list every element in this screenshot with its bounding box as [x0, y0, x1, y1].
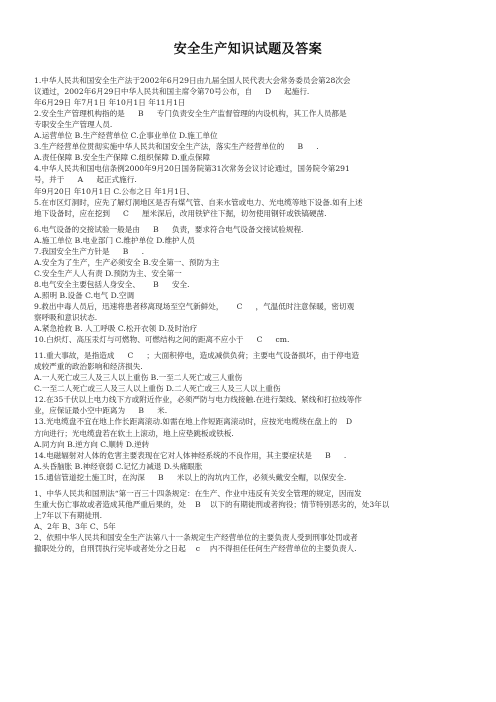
line-text-after: .: [141, 246, 145, 256]
line-text: 14.电磁辐射对人体的危害主要表现在它对人体神经系统的不良作用，其主要症状是: [34, 450, 312, 460]
line-text: 业，应保证最小空中距离为: [34, 406, 126, 416]
text-line: [34, 197, 462, 208]
text-line: [34, 279, 462, 290]
line-text: 1、中华人民共和国刑法“第一百三十四条规定：在生产、作业中违反有关安全管理的规定，因而发: [34, 488, 362, 498]
text-line: [34, 405, 462, 416]
line-text: A.安全为了生产，生产必须安全 B.安全第一、预防为主: [34, 257, 220, 267]
text-line: [34, 174, 462, 185]
text-line: [34, 383, 462, 394]
text-line: [34, 141, 462, 152]
answer-blank: A: [64, 174, 96, 185]
document-title: 安全生产知识试题及答案: [173, 42, 323, 57]
text-line: [34, 86, 462, 97]
text-line: [34, 416, 462, 427]
text-line: [34, 75, 462, 86]
line-text: 4.中华人民共和国电信条例2000年9月20日国务院第31次常务会议讨论通过，国务院令第291: [34, 164, 350, 174]
answer-blank: C: [244, 334, 276, 345]
line-text: 10.白炽灯、高压汞灯与可燃物、可燃结构之间的距离不应小于: [34, 335, 244, 345]
line-text-after: ，气温低时注意保暖，密切观: [255, 301, 355, 311]
answer-blank: B: [145, 472, 177, 483]
line-text: 2、依照中华人民共和国安全生产法第八十一条规定生产经营单位的主要负责人受到刑事处罚或者: [34, 532, 358, 542]
text-line: [34, 224, 462, 235]
text-line: [34, 108, 462, 119]
line-text: 地下设备时，应在挖到: [34, 208, 110, 218]
line-text: A.头昏脑胀 B.神经衰弱 C.记忆力减退 D.头痛眼胀: [34, 461, 203, 471]
answer-blank: c: [186, 543, 210, 554]
answer-blank: B: [125, 405, 157, 416]
line-text-after: ；大面积停电，造成减供负荷；主要电气设备损坏，由于停电造: [146, 351, 360, 361]
line-text-after: 起正式施行.: [96, 175, 137, 185]
line-text: 1.中华人民共和国安全生产法于2002年6月29日由九届全国人民代表大会常务委员会第28次会: [34, 76, 351, 86]
line-text: 9.救出中毒人员后，迅速将患者移离现场至空气新鲜处，: [34, 301, 224, 311]
line-text: 方向进行；光电缆盘若在软土上滚动，地上应垫跳板或铁板.: [34, 428, 234, 438]
line-text: 议通过，2002年6月29日中华人民共和国主席令第70号公布，自: [34, 87, 253, 97]
line-text-after: cm.: [275, 335, 290, 345]
text-line: [34, 130, 462, 141]
line-text: A、2年 B、3年 C、5年: [34, 521, 116, 531]
text-line: [34, 472, 462, 483]
line-text-after: 起施行.: [284, 87, 310, 97]
text-line: [34, 208, 462, 219]
text-line: [34, 361, 462, 372]
text-line: [34, 499, 462, 510]
line-text: 上7年以下有期徒刑.: [34, 510, 102, 520]
text-line: [34, 64, 462, 75]
text-line: [34, 439, 462, 450]
line-text-after: .: [316, 142, 319, 152]
line-text-after: 米以上的沟坑内工作，必须头戴安全帽，以保安全.: [176, 472, 347, 482]
line-text-after: 厘米深后，改用铁铲往下掘，切勿使用钢钎或铁镐硬凿.: [141, 208, 327, 218]
answer-blank: C: [110, 208, 142, 219]
text-line: [34, 97, 462, 108]
line-text: 察呼吸和意识状态.: [34, 313, 98, 323]
text-line: [34, 290, 462, 301]
answer-blank: B: [312, 450, 344, 461]
text-line: [34, 163, 462, 174]
text-line: [34, 246, 462, 257]
text-line: [34, 350, 462, 361]
answer-blank: B: [110, 246, 142, 257]
line-text-after: 负责，要求符合电气设备交接试验规程.: [171, 224, 304, 234]
text-line: [34, 488, 462, 499]
answer-blank: B: [284, 141, 316, 152]
text-line: [34, 268, 462, 279]
line-text-after: 内不得担任任何生产经营单位的主要负责人.: [209, 543, 357, 553]
text-line: [34, 450, 462, 461]
text-line: [34, 257, 462, 268]
text-line: [34, 312, 462, 323]
line-text: A.紧急抢救 B. 人工呼吸 C.松开衣领 D.及时治疗: [34, 324, 198, 334]
text-line: [34, 323, 462, 334]
line-text: 13.光电缆盘不宜在地上作长距离滚动.如需在地上作短距离滚动时，应按光电缆绕在盘上的: [34, 417, 338, 427]
line-text: 生重大伤亡事故或者造成其他严重后果的，处: [34, 499, 186, 509]
answer-blank: D: [252, 86, 284, 97]
answer-blank: C: [114, 350, 146, 361]
answer-blank: B: [125, 108, 157, 119]
answer-blank: D: [337, 416, 361, 427]
line-text: A.一人死亡或三人及三人以上重伤 B.一至二人死亡或三人重伤: [34, 373, 243, 383]
answer-blank: B: [186, 499, 210, 510]
text-line: [34, 152, 462, 163]
line-text-after: 专门负责安全生产监督管理的内设机构，其工作人员都是: [156, 109, 347, 119]
line-text: A.同方向 B.逆方向 C.顺转 D.逆转: [34, 439, 150, 449]
text-line: [34, 301, 462, 312]
line-text-after: 安全.: [171, 279, 190, 289]
line-text: 专职安全生产管理人员.: [34, 120, 113, 130]
text-line: [34, 510, 462, 521]
text-line: [34, 532, 462, 543]
text-line: [34, 119, 462, 130]
line-text: 7.我国安全生产方针是: [34, 246, 110, 256]
line-text: A.责任保障 B.安全生产保障 C.组织保障 D.重点保障: [34, 153, 211, 163]
text-line: [34, 428, 462, 439]
line-text: A.运营单位 B.生产经营单位 C.企事业单位 D.施工单位: [34, 131, 218, 141]
line-text: 11.重大事故，是指造成: [34, 351, 115, 361]
text-line: [34, 235, 462, 246]
text-line: [34, 394, 462, 405]
line-text: C.一至二人死亡或三人及三人以上重伤 D.二人死亡或三人及三人以上重伤: [34, 384, 281, 394]
answer-blank: B: [140, 224, 172, 235]
line-text: 年6月29日 年7月1日 年10月1日 年11月1日: [34, 98, 186, 108]
line-text: C.安全生产人人有责 D.预防为主、安全第一: [34, 268, 182, 278]
line-text: 3.生产经营单位贯彻实施中华人民共和国安全生产法，落实生产经营单位的: [34, 142, 285, 152]
text-line: [34, 543, 462, 554]
line-text: 12.在35千伏以上电力线下方或附近作业，必须严防与电力线接触.在进行架线、紧线和打拉线等作: [34, 395, 362, 405]
line-text: A.施工单位 B.电业部门 C.维护单位 D.维护人员: [34, 235, 195, 245]
line-text-after: 米.: [157, 406, 168, 416]
question-list: [34, 64, 462, 554]
line-text-after: .: [343, 450, 347, 460]
text-line: [34, 334, 462, 345]
answer-blank: C: [224, 301, 256, 312]
text-line: [34, 461, 462, 472]
line-text-after: 以下的有期徒刑或者拘役；情节特别恶劣的，处3年以: [209, 499, 390, 509]
line-text: 8.电气安全主要包括人身安全、: [34, 279, 140, 289]
answer-blank: B: [140, 279, 172, 290]
line-text: 2.安全生产管理机构指的是: [34, 109, 125, 119]
line-text: 6.电气设备的交接试验一般是由: [34, 224, 140, 234]
line-text: 5.在市区灯洞时，应先了解灯洞地区是否有煤气管、自来水管或电力、光电缆等地下设备.如有上述: [34, 197, 363, 207]
line-text: 年9月20日 年10月1日 C.公布之日 年1月1日、: [34, 186, 195, 196]
line-text: A.照明 B.设备 C.电气 D.空调: [34, 290, 135, 300]
line-text: 号，并于: [34, 175, 65, 185]
line-text: 成较严重的政治影响和经济损失.: [34, 362, 143, 372]
line-text: 15.通信管道挖土施工时，在沟深: [34, 472, 145, 482]
text-line: [34, 372, 462, 383]
text-line: [34, 521, 462, 532]
text-line: [34, 186, 462, 197]
line-text: 撤职处分的，自刑罚执行完毕或者处分之日起: [34, 543, 186, 553]
